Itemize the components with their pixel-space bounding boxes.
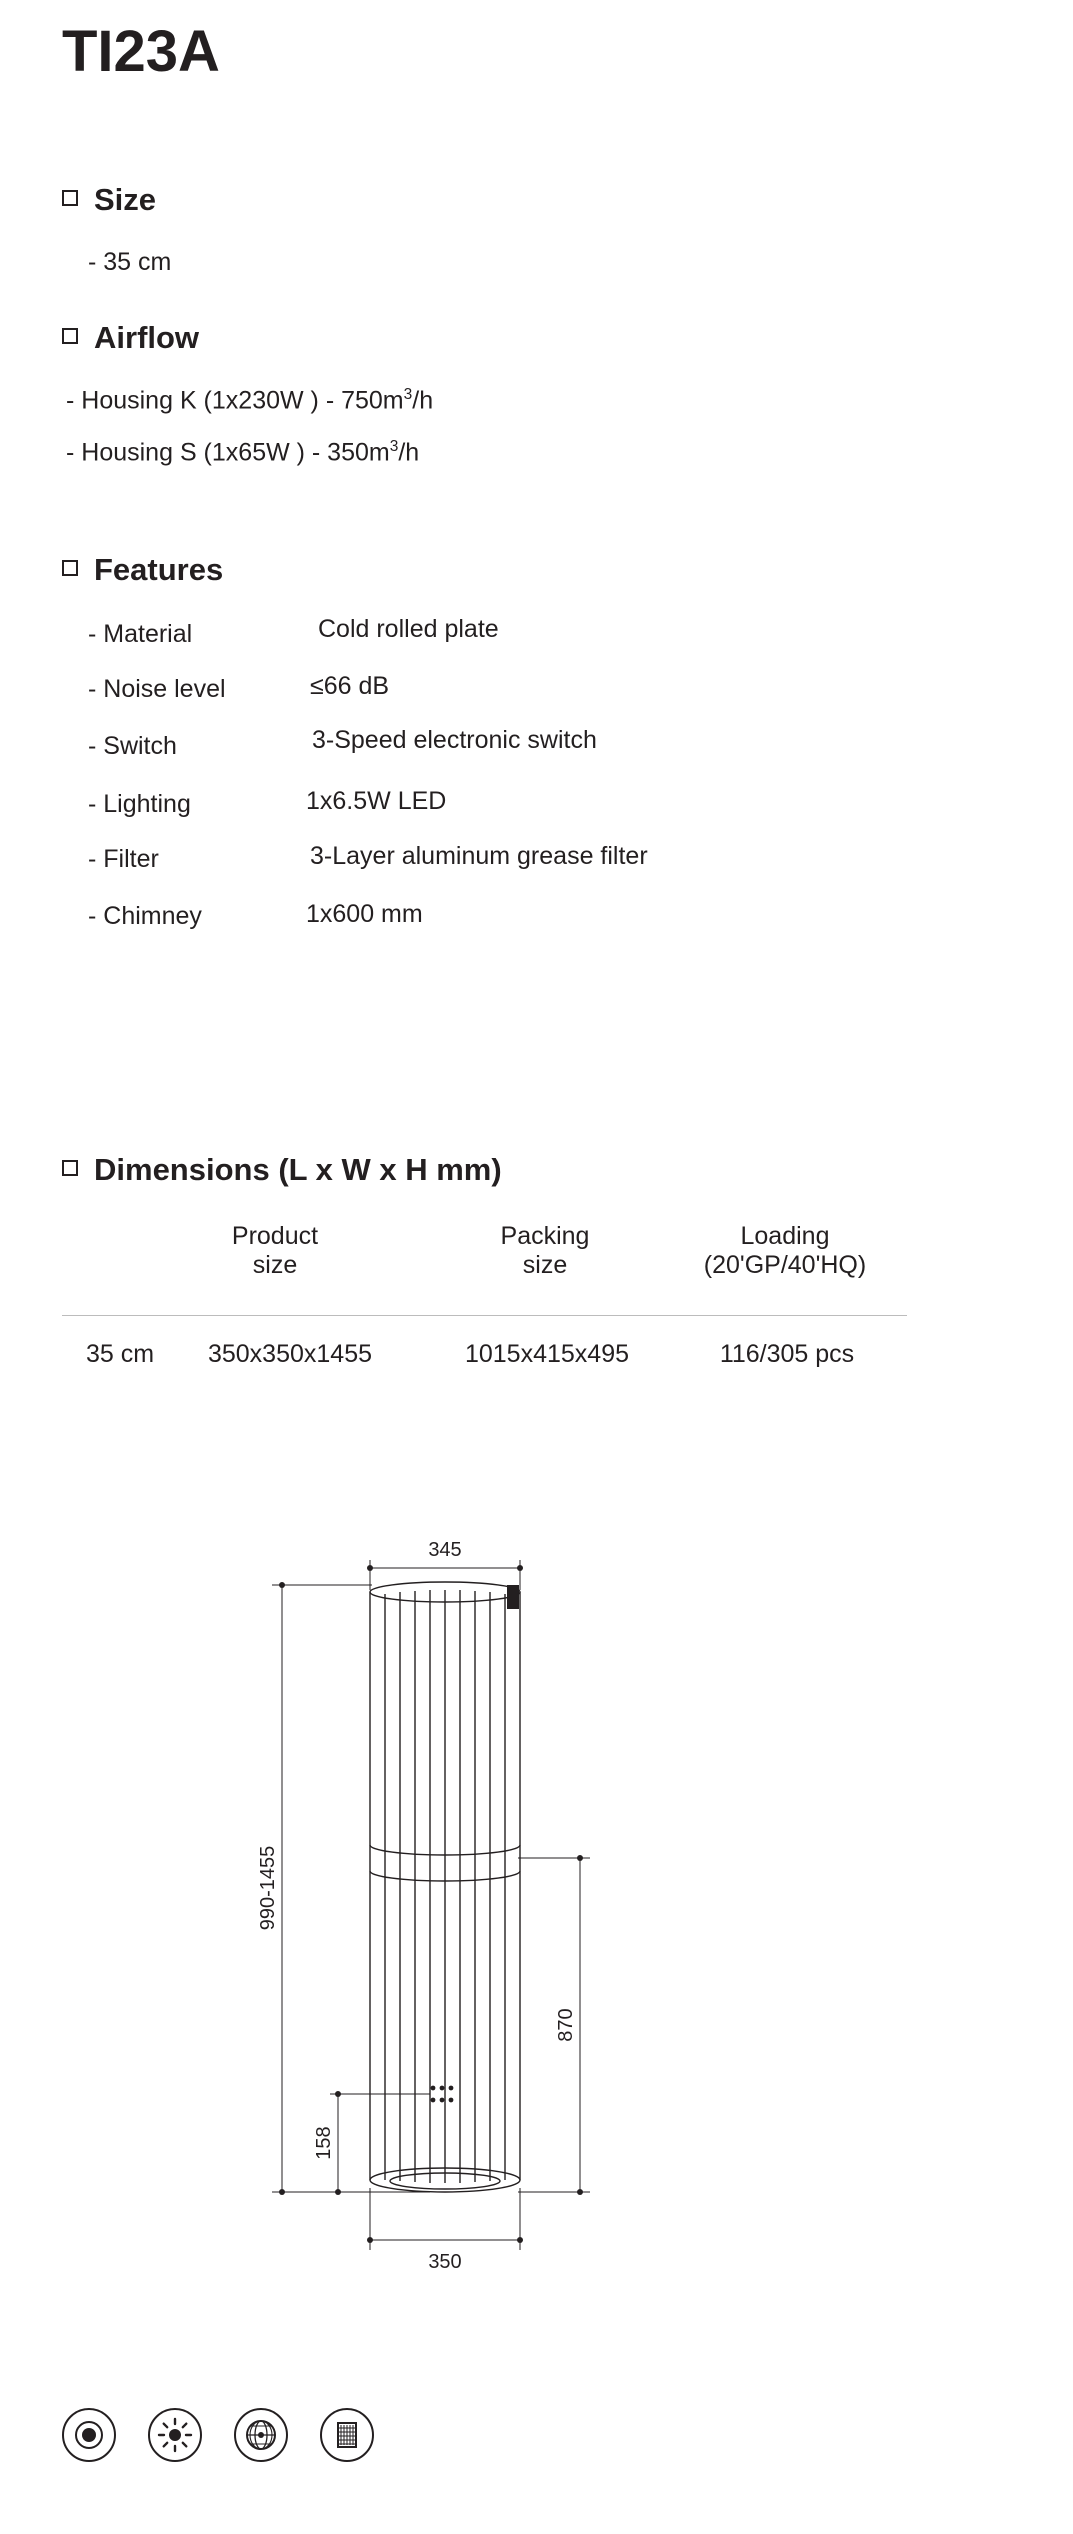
airflow-line-2: - Housing S (1x65W ) - $350m^3/h$ [66,438,420,467]
feature-value-filter: 3-Layer aluminum grease filter [310,842,648,870]
page-title: TI23A [62,19,220,84]
feature-label-material: - Material [88,620,193,648]
bullet-square-icon [62,190,78,206]
motor-fan-icon [234,2408,288,2462]
dim-label-top-width: 345 [428,1539,462,1561]
table-header-packing-size: Packing size [500,1222,590,1279]
airflow-line-1: - Housing K (1x230W ) - $750m^3/h$ [66,386,434,415]
dim-label-total-height: 990-1455 [257,1845,279,1931]
feature-value-material: Cold rolled plate [318,615,499,643]
section-heading-airflow: Airflow [62,320,199,356]
feature-label-filter: - Filter [88,845,159,873]
section-heading-dimensions: Dimensions (L x W x H mm) [62,1152,502,1188]
feature-label-chimney: - Chimney [88,902,202,930]
size-value: - 35 cm [88,248,172,276]
section-heading-features: Features [62,552,223,588]
feature-value-noise-level: ≤66 dB [310,672,390,700]
technical-drawing [257,1539,990,2330]
feature-value-chimney: 1x600 mm [306,900,423,928]
bullet-square-icon [62,328,78,344]
dim-label-bottom-offset: 158 [313,2126,335,2160]
aluminum-filter-icon [320,2408,374,2462]
table-cell-size: 35 cm [85,1340,155,1368]
table-cell-packing-size: 1015x415x495 [464,1340,630,1368]
bullet-square-icon [62,560,78,576]
table-header-loading: Loading (20'GP/40'HQ) [703,1222,867,1279]
table-cell-product-size: 350x350x1455 [207,1340,373,1368]
table-divider [62,1315,907,1316]
section-heading-size: Size [62,182,156,218]
dim-label-body-height: 870 [555,2008,577,2042]
feature-value-switch: 3-Speed electronic switch [312,726,597,754]
feature-label-lighting: - Lighting [88,790,191,818]
feature-label-noise-level: - Noise level [88,675,226,703]
table-header-product-size: Product size [231,1222,319,1279]
bullet-square-icon [62,1160,78,1176]
dim-label-bottom-width: 350 [428,2251,462,2273]
feature-value-lighting: 1x6.5W LED [306,787,447,815]
feature-label-switch: - Switch [88,732,177,760]
led-lamp-icon [62,2408,116,2462]
feature-icon-row [62,2408,462,2478]
table-cell-loading: 116/305 pcs [719,1340,855,1368]
light-sun-icon [148,2408,202,2462]
